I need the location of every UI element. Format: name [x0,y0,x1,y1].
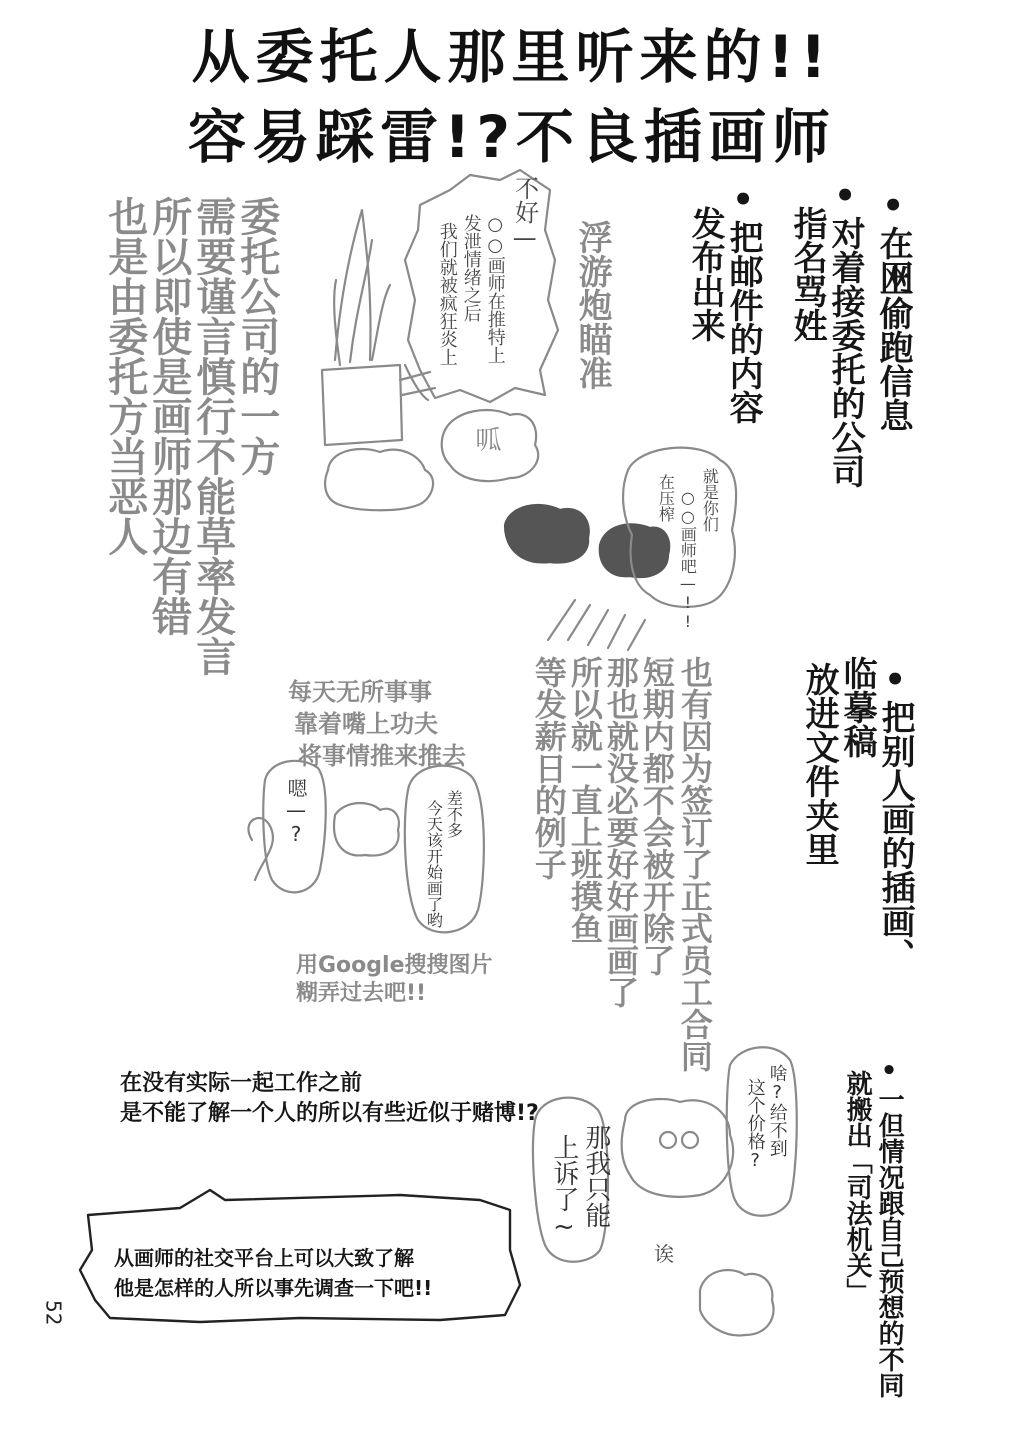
start-drawing-col-1: 差不多 [444,790,464,838]
bullet-name-company-line-1: •对着接委托的公司 [825,176,866,488]
bullet-trace-col-2: 临摹稿 [837,656,878,758]
speech-bad-col-1: 不好— [510,176,539,252]
price-bubble-col-2: 这个价格? [744,1078,766,1171]
angry-speech-col-3: 在压榨 [656,474,676,522]
google-line-2: 糊弄过去吧!! [296,981,427,1006]
google-line-1: 用Google搜搜图片 [296,953,493,978]
mid-note-col-2: 短期内都不会被开除了 [637,656,676,976]
sigh-text: 诶 [654,1242,674,1266]
hmm-text: 嗯—? [284,778,308,846]
speech-bad-col-2: ○○画师在推特上 [484,214,506,364]
sleepy-creature [700,1270,773,1335]
bullet-leak-info-line-2-col [874,262,912,432]
bullet-name-company-line-2: 指名骂姓 [787,206,828,342]
lazy-creature-2 [334,803,399,855]
lazy-line-3: 将事情推来推去 [298,742,466,770]
sue-bubble-col-1: 那我只能 [580,1124,611,1228]
bullet-leak-info-line-1: •在网 [873,186,914,294]
bullet-trace-col-1: •把别人画的插画、 [875,660,916,972]
bullet-legal-col-2: 就搬出「司法机关」 [842,1070,873,1304]
tip-line-1: 从画师的社交平台上可以大致了解 [114,1246,414,1270]
angry-speech-col-2: ○○画师吧—!! [678,488,698,631]
left-note-col-1: 委托公司的一方 [233,196,280,476]
lazy-creature-1 [248,818,272,880]
page-number: 52 [41,1300,66,1326]
page-title-line-1: 从委托人那里听来的!! [191,23,833,91]
page-title-line-2: 容易踩雷!?不良插画师 [187,103,837,171]
tip-line-2: 他是怎样的人所以事先调查一下吧!! [114,1276,433,1300]
flame-lines [334,210,390,365]
floating-cannon-label: 浮游炮瞄准 [572,220,613,390]
angry-creature-1 [505,505,589,563]
angry-speech-col-1: 就是你们 [700,468,720,532]
panic-blob-1 [325,449,433,510]
speech-bad-col-4: 我们就被疯狂炎上 [436,222,458,366]
left-note-col-2: 需要谨言慎行不能草率发言 [189,196,236,676]
speed-lines [548,600,645,650]
gamble-line-2: 是不能了解一个人的所以有些近似于赌博!? [120,1101,539,1126]
bullet-publish-mail [724,180,762,424]
bullet-legal-col-1: •一但情况跟自己预想的不同 [874,1056,905,1398]
bullet-name-company [826,176,864,488]
mid-note-col-1: 也有因为签订了正式员工合同 [675,656,714,1072]
bullet-publish-mail-line-2-col [686,206,724,342]
panic-text: 呱 [470,426,501,452]
mid-note-col-4: 所以就一直上班摸鱼 [565,656,604,944]
surprised-creature [622,1099,733,1197]
bullet-publish-mail-line-1: •把邮件的内容 [723,180,764,424]
bullet-trace-col-3: 放进文件夹里 [799,662,840,866]
start-drawing-col-2: 今天该开始画了哟 [424,800,444,928]
angry-creature-2 [600,524,669,577]
phone-outline [322,365,402,445]
bullet-publish-mail-line-2: 发布出来 [685,206,726,342]
gamble-line-1: 在没有实际一起工作之前 [120,1071,363,1096]
price-bubble-col-1: 啥?给不到 [766,1064,788,1157]
mid-note-col-5: 等发薪日的例子 [529,656,568,880]
bullet-name-company-line-2-col [788,206,826,342]
lazy-line-1: 每天无所事事 [288,678,432,706]
left-note-col-4: 也是由委托方当恶人 [101,196,148,556]
speech-bad-col-3: 发泄情绪之后 [460,214,482,322]
left-note-col-3: 所以即使是画师那边有错 [145,196,192,636]
lazy-line-2: 靠着嘴上功夫 [294,710,438,738]
sue-bubble-col-2: 上诉了~ [548,1134,579,1242]
bullet-leak-info-line-2: 上偷跑信息 [873,262,914,432]
mid-note-col-3: 那也就没必要好好画画了 [601,656,640,1008]
